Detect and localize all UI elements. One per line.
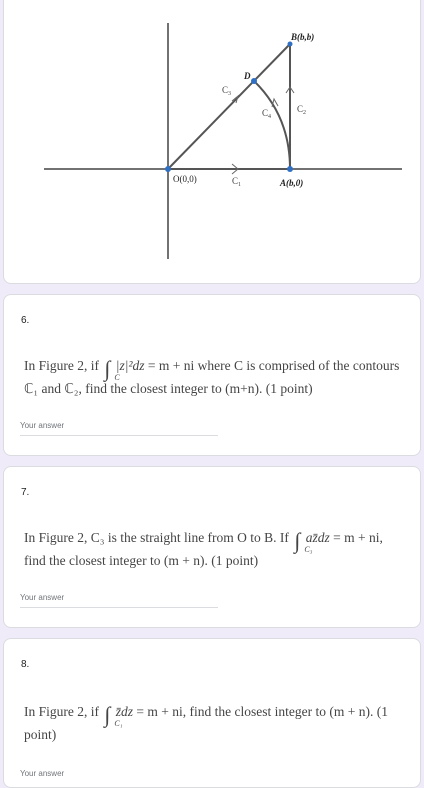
- figure-card: [3, 0, 421, 284]
- question-text-a: In Figure 2, if: [24, 358, 99, 373]
- label-c4: $C_4$: [262, 108, 272, 120]
- question-card-7: [3, 466, 421, 628]
- question-text: [24, 700, 406, 746]
- point-d: [251, 78, 257, 84]
- contour-c4: [254, 81, 290, 169]
- question-number: 8.: [21, 659, 30, 670]
- point-a: [287, 166, 293, 172]
- question-text-b: = m + ni, find the closest integer to (m + n). (1 point): [24, 704, 388, 742]
- integral-sign-icon: ∫ C₁: [104, 702, 123, 728]
- point-b: [288, 42, 293, 47]
- label-origin: O(0,0): [173, 174, 197, 184]
- label-d: D: [244, 71, 251, 81]
- integrand: az̄dz: [305, 530, 330, 545]
- answer-label: Your answer: [20, 593, 65, 602]
- question-number: 7.: [21, 487, 30, 498]
- label-a: A(b,0): [280, 178, 304, 188]
- question-number: 6.: [21, 315, 30, 326]
- question-card-6: [3, 294, 421, 456]
- label-b: B(b,b): [291, 32, 315, 42]
- question-text-a: In Figure 2, if: [24, 704, 99, 719]
- integrand: |z|²dz: [115, 358, 145, 373]
- label-c1: $C_1$: [232, 176, 242, 188]
- integrand: z̄dz: [115, 704, 134, 719]
- question-text: [24, 526, 406, 572]
- label-c2: $C_2$: [297, 104, 307, 116]
- question-text-b: = m + ni, find the closest integer to (m + n). (1 point): [24, 530, 383, 568]
- question-text-a: In Figure 2, C₃ is the straight line from O to B. If: [24, 530, 289, 545]
- answer-label: Your answer: [20, 769, 65, 778]
- integral-sign-icon: ∫ C₃: [294, 528, 313, 554]
- label-c3: $C_3$: [222, 85, 232, 97]
- contour-figure: [4, 0, 422, 285]
- answer-input[interactable]: [20, 435, 218, 436]
- question-text: [24, 354, 406, 400]
- integral-sign-icon: ∫ C: [104, 356, 120, 382]
- answer-label: Your answer: [20, 421, 65, 430]
- question-card-8: [3, 638, 421, 788]
- answer-input[interactable]: [20, 607, 218, 608]
- question-text-b: = m + ni where C is comprised of the contours ℂ₁ and ℂ₂, find the closest integer to (m+n). (1 point): [24, 358, 400, 396]
- point-o: [165, 166, 171, 172]
